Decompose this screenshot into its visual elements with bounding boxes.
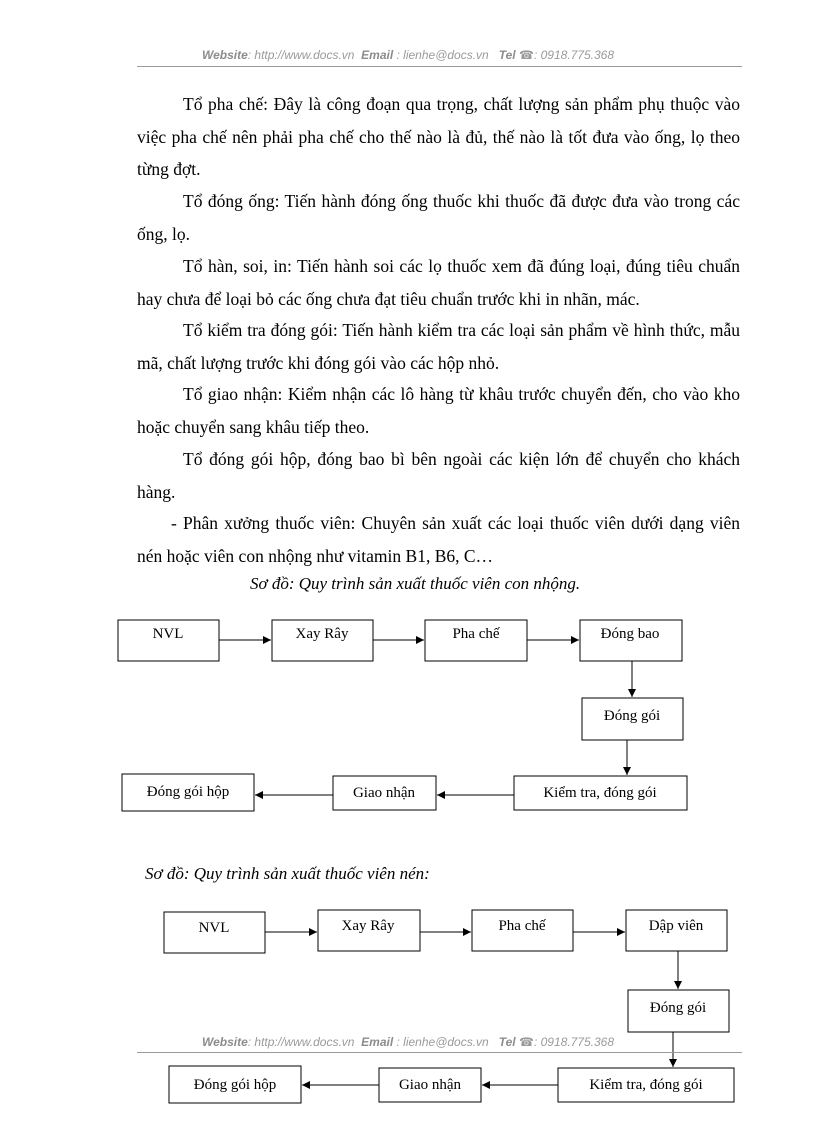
- footer-tel-value: : 0918.775.368: [533, 1035, 615, 1049]
- footer-rule: [137, 1052, 742, 1053]
- svg-text:NVL: NVL: [198, 920, 230, 936]
- phone-icon: ☎: [519, 48, 534, 62]
- svg-text:Đóng bao: Đóng bao: [600, 626, 660, 642]
- website-value: : http://www.docs.vn: [247, 48, 355, 62]
- d1-node-xay-ray: [272, 620, 373, 661]
- email-value: : lienhe@docs.vn: [396, 48, 489, 62]
- d2-node-kiem-tra: [558, 1068, 734, 1102]
- svg-text:Pha chế: Pha chế: [498, 918, 546, 934]
- svg-text:Dập viên: Dập viên: [648, 918, 704, 934]
- d1-node-dong-bao: [580, 620, 682, 661]
- svg-text:Đóng gói: Đóng gói: [649, 1000, 707, 1016]
- paragraph-to-dong-goi-hop: Tổ đóng gói hộp, đóng bao bì bên ngoài các kiện lớn để chuyển cho khách hàng.: [137, 449, 740, 502]
- diagram2-caption: Sơ đồ: Quy trình sản xuất thuốc viên nén:: [145, 864, 430, 883]
- d2-node-dong-goi-hop: [169, 1066, 301, 1103]
- svg-text:Xay Rây: Xay Rây: [341, 918, 395, 934]
- d1-node-giao-nhan: [333, 776, 436, 810]
- page-footer: [0, 1035, 816, 1049]
- tel-value: : 0918.775.368: [533, 48, 615, 62]
- svg-text:NVL: NVL: [152, 626, 184, 642]
- svg-text:Giao nhận: Giao nhận: [352, 785, 416, 801]
- paragraph-to-han-soi-in: Tổ hàn, soi, in: Tiến hành soi các lọ thuốc xem đã đúng loại, đúng tiêu chuẩn hay chưa để loại bỏ các ống chưa đạt tiêu chuẩn trước khi in nhãn, mác.: [137, 256, 740, 309]
- paragraph-to-dong-ong: Tổ đóng ống: Tiến hành đóng ống thuốc khi thuốc đã được đưa vào trong các ống, lọ.: [137, 191, 740, 244]
- d1-node-dong-goi-hop: [122, 774, 254, 811]
- footer-website-label: Website: [201, 1035, 248, 1049]
- d1-node-nvl: [118, 620, 219, 661]
- diagram1: [118, 620, 687, 811]
- d2-node-xay-ray: [318, 910, 420, 951]
- d1-node-dong-goi: [582, 698, 683, 740]
- d2-node-giao-nhan: [379, 1068, 481, 1102]
- paragraph-phan-xuong: - Phân xưởng thuốc viên: Chuyên sản xuất các loại thuốc viên dưới dạng viên nén hoặc viên con nhộng như vitamin B1, B6, C…: [137, 513, 740, 566]
- svg-text:Xay Rây: Xay Rây: [295, 626, 349, 642]
- svg-text:Đóng gói hộp: Đóng gói hộp: [193, 1077, 277, 1093]
- footer-email-value: : lienhe@docs.vn: [396, 1035, 489, 1049]
- svg-text:Kiểm tra, đóng gói: Kiểm tra, đóng gói: [543, 785, 657, 801]
- svg-text:Kiểm tra, đóng gói: Kiểm tra, đóng gói: [589, 1077, 703, 1093]
- svg-text:Giao nhận: Giao nhận: [398, 1077, 462, 1093]
- svg-text:Pha chế: Pha chế: [452, 626, 500, 642]
- tel-label: Tel: [498, 48, 516, 62]
- diagram1-caption: Sơ đồ: Quy trình sản xuất thuốc viên con nhộng.: [250, 574, 581, 593]
- d2-node-dong-goi: [628, 990, 729, 1032]
- footer-tel-label: Tel: [498, 1035, 516, 1049]
- footer-website-value: : http://www.docs.vn: [247, 1035, 355, 1049]
- paragraph-to-giao-nhan: Tổ giao nhận: Kiểm nhận các lô hàng từ khâu trước chuyển đến, cho vào kho hoặc chuyển sang khâu tiếp theo.: [137, 384, 740, 437]
- d1-node-kiem-tra: [514, 776, 687, 810]
- website-label: Website: [201, 48, 248, 62]
- d2-node-nvl: [164, 912, 265, 953]
- svg-text:Đóng gói hộp: Đóng gói hộp: [146, 784, 230, 800]
- svg-text:Đóng gói: Đóng gói: [603, 708, 661, 724]
- diagram2: [164, 910, 734, 1103]
- d2-node-dap-vien: [626, 910, 727, 951]
- footer-email-label: Email: [361, 1035, 394, 1049]
- d1-node-pha-che: [425, 620, 527, 661]
- footer-phone-icon: ☎: [519, 1035, 534, 1049]
- paragraph-to-kiem-tra: Tổ kiểm tra đóng gói: Tiến hành kiểm tra các loại sản phẩm về hình thức, mẫu mã, chất lượng trước khi đóng gói vào các hộp nhỏ.: [137, 320, 740, 373]
- paragraph-to-pha-che: Tổ pha chế: Đây là công đoạn qua trọng, chất lượng sản phẩm phụ thuộc vào việc pha chế nên phải pha chế cho thế nào là đủ, thế nào là tốt đưa vào ống, lọ theo từng đợt.: [137, 94, 740, 179]
- d2-node-pha-che: [472, 910, 573, 951]
- email-label: Email: [361, 48, 394, 62]
